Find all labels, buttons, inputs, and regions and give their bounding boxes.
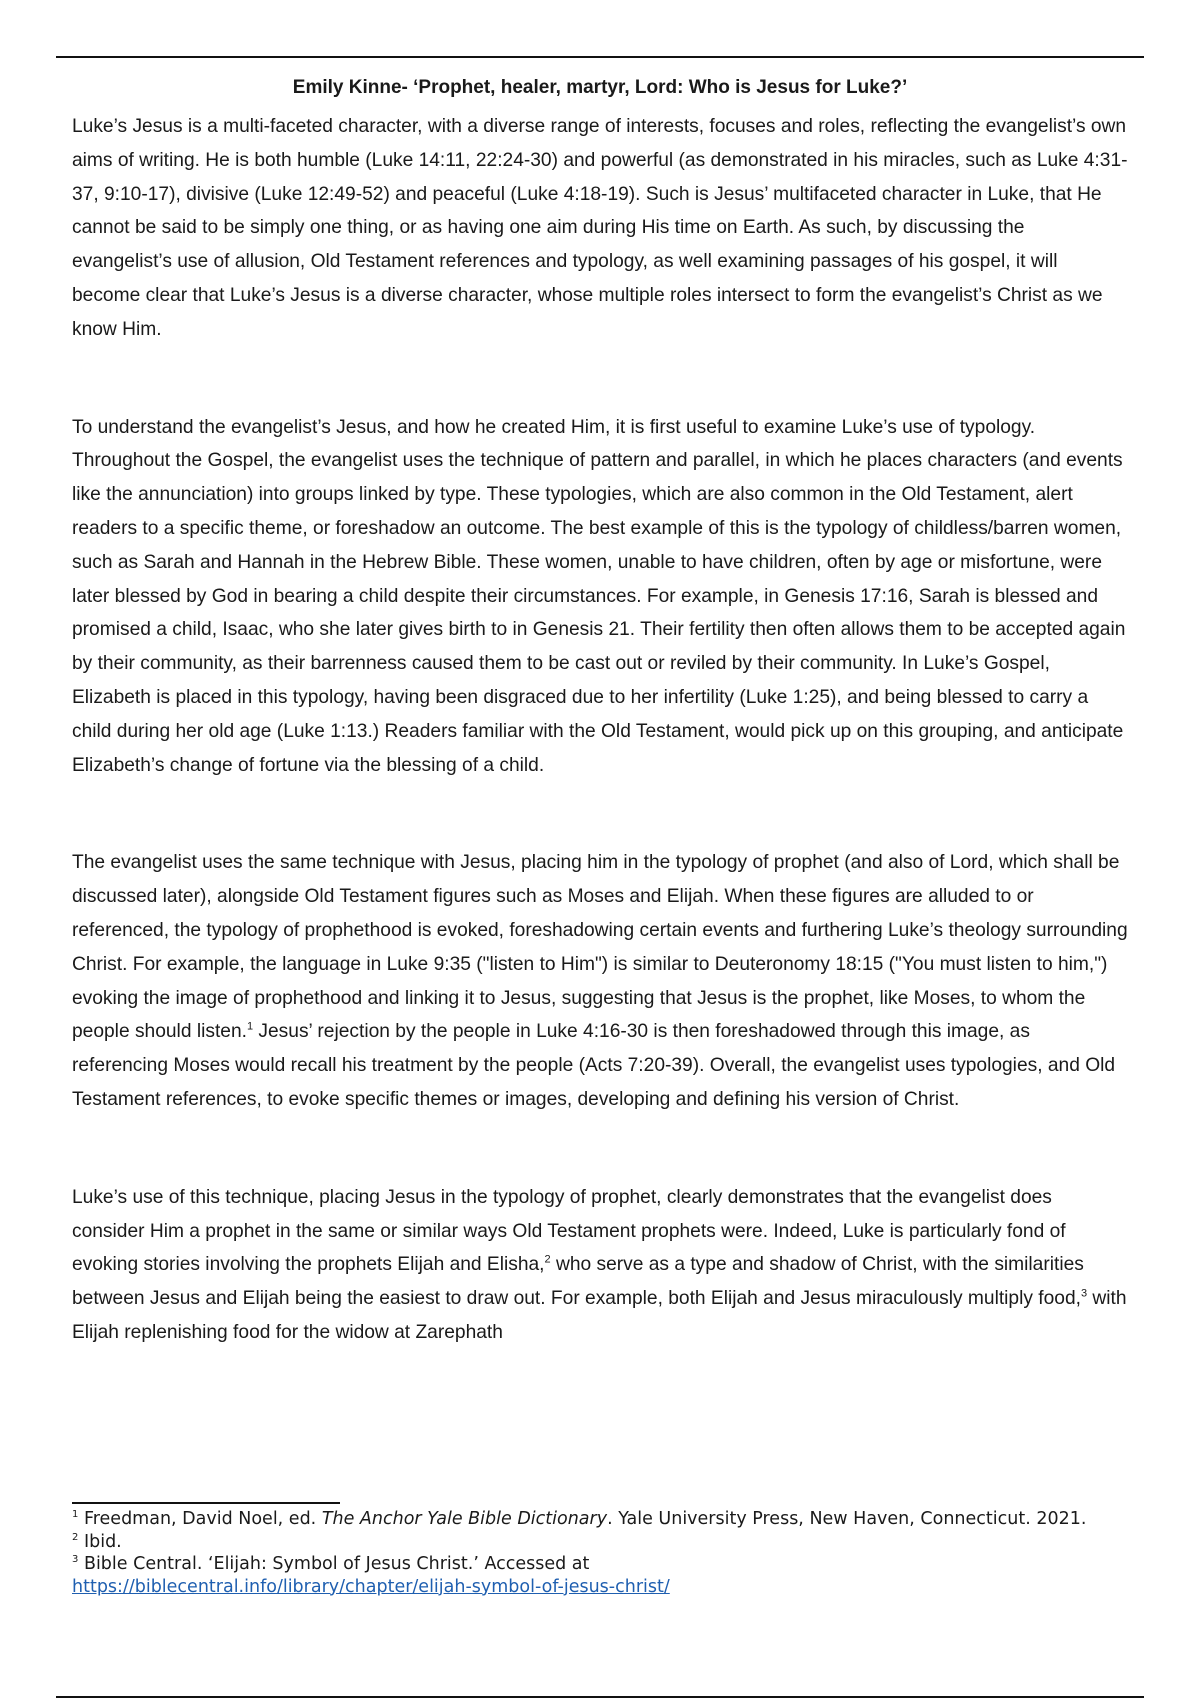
footnote-ref-3[interactable]: 3 xyxy=(1080,1287,1088,1300)
footnote-2-text: Ibid. xyxy=(78,1531,122,1552)
footnote-ref-1[interactable]: 1 xyxy=(246,1020,254,1033)
footnote-2-mark: 2 xyxy=(72,1531,79,1543)
footnote-ref-2[interactable]: 2 xyxy=(544,1253,551,1266)
footnote-3 xyxy=(72,1553,1128,1576)
paragraph-spacer xyxy=(72,1117,1128,1181)
paragraph-spacer xyxy=(72,347,1128,411)
page-bottom-rule xyxy=(56,1696,1144,1698)
paragraph-1: Luke’s Jesus is a multi-faceted character, with a diverse range of interests, focuses and roles, reflecting the evangelist’s own aims of writing. He is both humble (Luke 14:11, 22:24-30) and powerful (as demonstrated in his miracles, such as Luke 4:31-37, 9:10-17), divisive (Luke 12:49-52) and peaceful (Luke 4:18-19). Such is Jesus’ multifaceted character in Luke, that He cannot be said to be simply one thing, or as having one aim during His time on Earth. As such, by discussing the evangelist’s use of allusion, Old Testament references and typology, as well examining passages of his gospel, it will become clear that Luke’s Jesus is a diverse character, whose multiple roles intersect to form the evangelist’s Christ as we know Him. xyxy=(72,116,1128,340)
paragraph-spacer xyxy=(72,782,1128,846)
footnotes-section xyxy=(72,1502,1128,1598)
footnote-3-text: Bible Central. ‘Elijah: Symbol of Jesus Christ.’ Accessed at xyxy=(78,1554,590,1574)
footnote-3-link-line xyxy=(72,1576,1128,1599)
paragraph-2: To understand the evangelist’s Jesus, and how he created Him, it is first useful to examine Luke’s use of typology. Throughout the Gospel, the evangelist uses the technique of pattern and parallel, in which he places characters (and events like the annunciation) into groups linked by type. These typologies, which are also common in the Old Testament, alert readers to a specific theme, or foreshadow an outcome. The best example of this is the typology of childless/barren women, such as Sarah and Hannah in the Hebrew Bible. These women, unable to have children, often by age or misfortune, were later blessed by God in bearing a child despite their circumstances. For example, in Genesis 17:16, Sarah is blessed and promised a child, Isaac, who she later gives birth to in Genesis 21. Their fertility then often allows them to be accepted again by their community, as their barrenness caused them to be cast out or reviled by their community. In Luke’s Gospel, Elizabeth is placed in this typology, having been disgraced due to her infertility (Luke 1:25), and being blessed to carry a child during her old age (Luke 1:13.) Readers familiar with the Old Testament, would pick up on this grouping, and anticipate Elizabeth’s change of fortune via the blessing of a child. xyxy=(72,416,1126,776)
footnote-1 xyxy=(72,1508,1128,1531)
footnote-1-text-a: Freedman, David Noel, ed. xyxy=(78,1509,322,1529)
footnote-3-mark: 3 xyxy=(72,1554,79,1566)
page-top-rule xyxy=(56,56,1144,58)
paragraph-3-text-b: Jesus’ rejection by the people in Luke 4:16-30 is then foreshadowed through this image, as referencing Moses would recall his treatment by the people (Acts 7:20-39). Overall, the evangelist uses typologies, and Old Testament references, to evoke specific themes or images, developing and defining his version of Christ. xyxy=(72,1021,1116,1110)
paragraph-4 xyxy=(72,1181,1128,1350)
footnote-2 xyxy=(72,1531,1128,1554)
paragraph-3-text-a: The evangelist uses the same technique with Jesus, placing him in the typology of prophet (and also of Lord, which shall be discussed later), alongside Old Testament figures such as Moses and Elijah. When these figures are alluded to or referenced, the typology of prophethood is evoked, foreshadowing certain events and furthering Luke’s theology surrounding Christ. For example, the language in Luke 9:35 ("listen to Him") is similar to Deuteronomy 18:15 ("You must listen to him,") evoking the image of prophethood and linking it to Jesus, suggesting that Jesus is the prophet, like Moses, to whom the people should listen. xyxy=(72,852,1128,1043)
footnote-1-title: The Anchor Yale Bible Dictionary xyxy=(321,1509,608,1529)
footnote-3-link[interactable]: https://biblecentral.info/library/chapter/elijah-symbol-of-jesus-christ/ xyxy=(72,1576,670,1597)
paragraph-4-text-c: with Elijah replenishing food for the widow at Zarephath xyxy=(72,1288,1127,1343)
document-body xyxy=(72,72,1128,1350)
document-title: Emily Kinne- ‘Prophet, healer, martyr, Lord: Who is Jesus for Luke?’ xyxy=(292,77,908,98)
paragraph-3 xyxy=(72,846,1128,1116)
footnote-1-text-b: . Yale University Press, New Haven, Connecticut. 2021. xyxy=(607,1509,1087,1529)
footnote-1-mark: 1 xyxy=(72,1509,79,1521)
footnote-separator xyxy=(72,1502,340,1504)
paragraph-4-text-b: who serve as a type and shadow of Christ, with the similarities between Jesus and Elijah being the easiest to draw out. For example, both Elijah and Jesus miraculously multiply food, xyxy=(72,1254,1084,1310)
paragraph-4-text-a: Luke’s use of this technique, placing Jesus in the typology of prophet, clearly demonstrates that the evangelist does consider Him a prophet in the same or similar ways Old Testament prophets were. Indeed, Luke is particularly fond of evoking stories involving the prophets Elijah and Elisha, xyxy=(72,1186,1066,1276)
